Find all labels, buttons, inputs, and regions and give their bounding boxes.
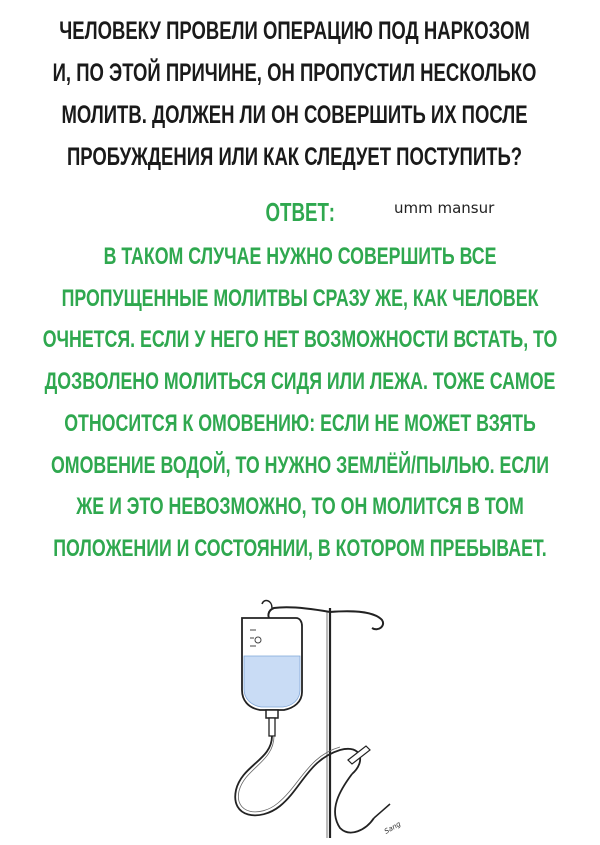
- answer-line: ПРОПУЩЕННЫЕ МОЛИТВЫ СРАЗУ ЖЕ, КАК ЧЕЛОВЕК: [61, 284, 539, 312]
- iv-tube: [235, 736, 360, 815]
- answer-line: ДОЗВОЛЕНО МОЛИТЬСЯ СИДЯ ИЛИ ЛЕЖА. ТОЖЕ САМОЕ: [44, 368, 556, 396]
- answer-label: ОТВЕТ:: [265, 197, 335, 227]
- author-signature: umm mansur: [394, 199, 495, 217]
- question-line: И, ПО ЭТОЙ ПРИЧИНЕ, ОН ПРОПУСТИЛ НЕСКОЛЬКО: [52, 59, 537, 87]
- answer-line: ОЧНЕТСЯ. ЕСЛИ У НЕГО НЕТ ВОЗМОЖНОСТИ ВСТАТЬ, ТО: [42, 326, 558, 354]
- iv-needle: [374, 804, 390, 818]
- iv-fluid: [244, 656, 300, 707]
- svg-text:Sang: Sang: [383, 819, 403, 836]
- answer-text: [19, 236, 581, 570]
- question-line: ЧЕЛОВЕКУ ПРОВЕЛИ ОПЕРАЦИЮ ПОД НАРКОЗОМ: [59, 17, 530, 45]
- answer-line: ПОЛОЖЕНИИ И СОСТОЯНИИ, В КОТОРОМ ПРЕБЫВАЕТ.: [53, 534, 547, 562]
- answer-line: В ТАКОМ СЛУЧАЕ НУЖНО СОВЕРШИТЬ ВСЕ: [103, 243, 497, 270]
- question-line: ПРОБУЖДЕНИЯ ИЛИ КАК СЛЕДУЕТ ПОСТУПИТЬ?: [66, 143, 523, 171]
- answer-line: ЖЕ И ЭТО НЕВОЗМОЖНО, ТО ОН МОЛИТСЯ В ТОМ: [76, 493, 524, 521]
- iv-drip-stand-icon: [190, 590, 420, 840]
- answer-line: ОТНОСИТСЯ К ОМОВЕНИЮ: ЕСЛИ НЕ МОЖЕТ ВЗЯТЬ: [64, 409, 536, 437]
- question-line: МОЛИТВ. ДОЛЖЕН ЛИ ОН СОВЕРШИТЬ ИХ ПОСЛЕ: [61, 101, 528, 129]
- iv-hook-right: [330, 611, 383, 629]
- answer-line: ОМОВЕНИЕ ВОДОЙ, ТО НУЖНО ЗЕМЛЁЙ/ПЫЛЬЮ. ЕСЛИ: [50, 451, 549, 479]
- drip-chamber: [269, 718, 275, 736]
- question-text: [15, 10, 574, 178]
- answer-heading: [0, 192, 600, 232]
